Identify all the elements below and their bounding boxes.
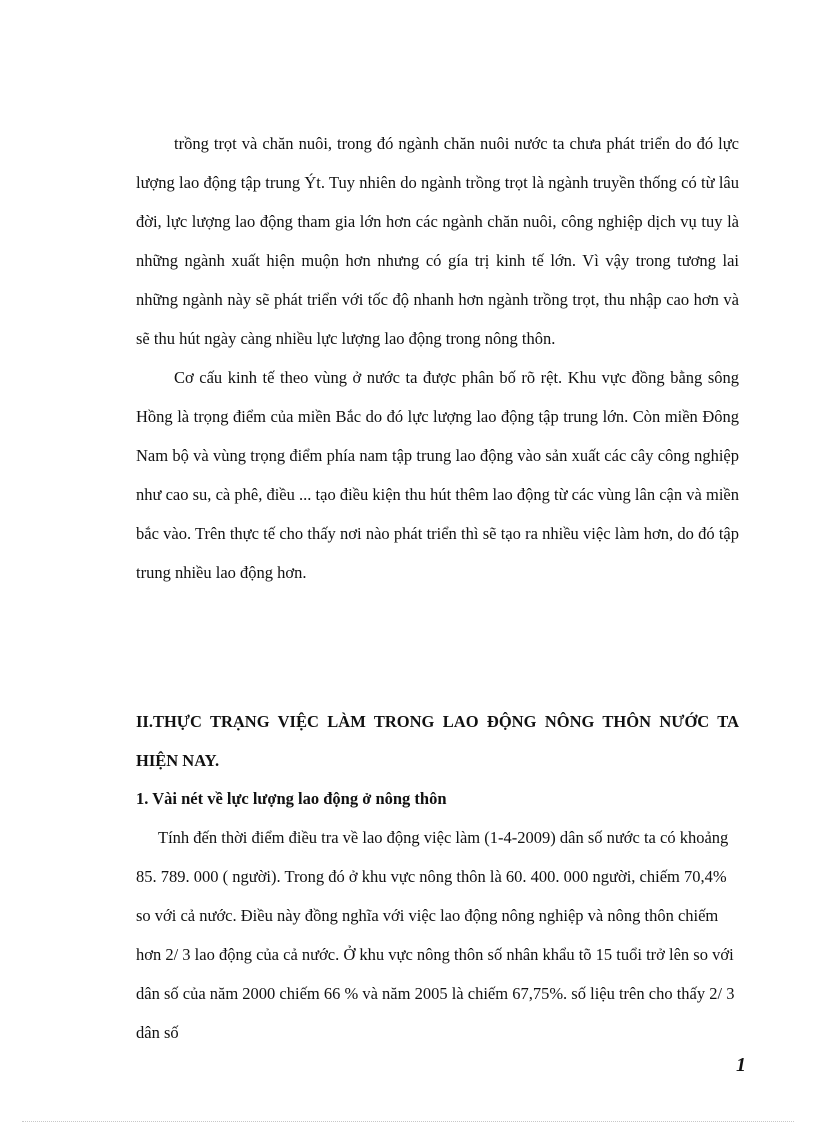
- body-text-section-2: [136, 818, 739, 1052]
- paragraph-labor-survey: Tính đến thời điểm điều tra về lao động việc làm (1-4-2009) dân số nước ta có khoảng 85. 789. 000 ( người). Trong đó ở khu vực nông thôn là 60. 400. 000 người, chiếm 70,4% so với cả nước. Điều này đồng nghĩa với việc lao động nông nghiệp và nông thôn chiếm hơn 2/ 3 lao động của cả nước. Ở khu vực nông thôn số nhân khẩu tõ 15 tuổi trở lên so với dân số của năm 2000 chiếm 66 % và năm 2005 là chiếm 67,75%. số liệu trên cho thấy 2/ 3 dân số: [136, 828, 735, 1042]
- paragraph-regional-structure: Cơ cấu kinh tế theo vùng ở nước ta được phân bố rõ rệt. Khu vực đồng bằng sông Hồng là trọng điểm của miền Bắc do đó lực lượng lao động tập trung lớn. Còn miền Đông Nam bộ và vùng trọng điểm phía nam tập trung lao động vào sản xuất các cây công nghiệp như cao su, cà phê, điều ... tạo điều kiện thu hút thêm lao động từ các vùng lân cận và miền bắc vào. Trên thực tế cho thấy nơi nào phát triển thì sẽ tạo ra nhiều việc làm hơn, do đó tập trung nhiều lao động hơn.: [136, 368, 739, 582]
- page-number: 1: [736, 1054, 746, 1076]
- paragraph-crop-livestock: trồng trọt và chăn nuôi, trong đó ngành chăn nuôi nước ta chưa phát triển do đó lực lượng lao động tập trung Ýt. Tuy nhiên do ngành trồng trọt là ngành truyền thống có từ lâu đời, lực lượng lao động tham gia lớn hơn các ngành chăn nuôi, công nghiệp dịch vụ tuy là những ngành xuất hiện muộn hơn nhưng có gía trị kinh tế lớn. Vì vậy trong tương lai những ngành này sẽ phát triển với tốc độ nhanh hơn ngành trồng trọt, thu nhập cao hơn và sẽ thu hút ngày càng nhiều lực lượng lao động trong nông thôn.: [136, 134, 739, 348]
- section-heading: II.THỰC TRẠNG VIỆC LÀM TRONG LAO ĐỘNG NÔNG THÔN NƯỚC TA HIỆN NAY.: [136, 712, 739, 770]
- subsection-heading: 1. Vài nét về lực lượng lao động ở nông thôn: [136, 789, 447, 808]
- page-bottom-divider: [22, 1121, 794, 1122]
- body-text-section-1: [136, 124, 739, 592]
